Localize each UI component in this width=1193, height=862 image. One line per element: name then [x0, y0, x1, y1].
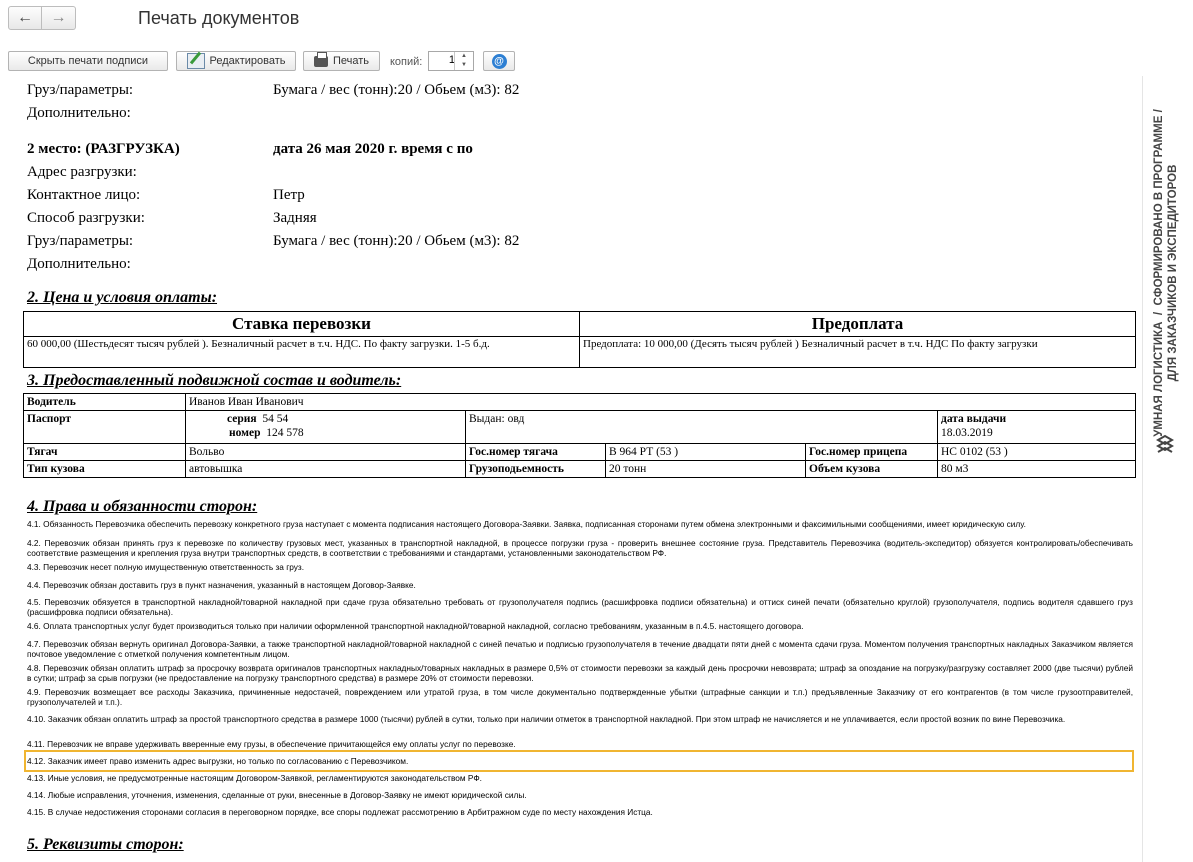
unload-address-row — [27, 164, 137, 181]
rate-header: Ставка перевозки — [24, 312, 580, 337]
passport-cell — [186, 411, 466, 444]
clause-4-12[interactable]: 4.12. Заказчик имеет право изменить адрес выгрузки, но только по согласованию с Перевозчиком. — [27, 756, 409, 766]
cargo-label: Груз/параметры: — [27, 82, 134, 98]
unload-method-row — [27, 210, 317, 227]
logo-icon — [1154, 434, 1176, 456]
unload-method-value: Задняя — [273, 210, 317, 226]
clause-4-6: 4.6. Оплата транспортных услуг будет производиться только при наличии оформленной транспортной накладной/товарной накладной, согласно требованиям, указанным в п.4.5. настоящего договора. — [27, 621, 804, 631]
clause-4-9: 4.9. Перевозчик возмещает все расходы Заказчика, причиненные недостачей, повреждением или утратой груза, в том числе документально подтвержденные убытки (штрафные санкции и т.п.) предъявленные Заказчику от его контрагентов (в том числе грузоотправителей, грузополучателей и т.п.). — [27, 687, 1133, 707]
cargo-value: Бумага / вес (тонн):20 / Обьем (м3): 82 — [273, 82, 520, 98]
cargo2-label: Груз/параметры: — [27, 233, 134, 249]
edit-icon — [187, 53, 205, 69]
printer-icon — [314, 56, 328, 67]
clause-4-4: 4.4. Перевозчик обязан доставить груз в пункт назначения, указанный в настоящем Договор-Заявке. — [27, 580, 416, 590]
section-3-title: 3. Предоставленный подвижной состав и водитель: — [27, 372, 402, 389]
driver-label: Водитель — [24, 394, 186, 411]
rate-text: 60 000,00 (Шестьдесят тысяч рублей ). Безналичный расчет в т.ч. НДС. По факту загрузки. 1-5 б.д. — [24, 337, 580, 368]
place2-date: дата 26 мая 2020 г. время с по — [273, 141, 473, 157]
prepay-header: Предоплата — [580, 312, 1136, 337]
clause-4-2: 4.2. Перевозчик обязан принять груз к перевозке по количеству грузовых мест, указанных в транспортной накладной, в процессе погрузки груза - проверить внешнее состояние груза. Представитель Перевозчика (водитель-экспедитор) обязуется контролировать/обеспечивать соответствие размещения и крепления груза внутри транспортных средств, в соответствии с требованиями и стандартами, установленными законодательством РФ. — [27, 538, 1133, 558]
copies-stepper[interactable]: ▲ ▼ — [454, 52, 473, 70]
number-label: номер — [229, 427, 261, 439]
clause-4-11: 4.11. Перевозчик не вправе удерживать вверенные ему грузы, в обеспечение причитающейся ему оплаты услуг по перевозке. — [27, 739, 516, 749]
forward-button[interactable] — [42, 6, 76, 30]
clause-4-15: 4.15. В случае недостижения сторонами согласия в переговорном порядке, все споры подлежат рассмотрению в Арбитражном суде по месту нахождения Истца. — [27, 807, 653, 817]
edit-button[interactable] — [176, 51, 296, 71]
edit-label: Редактировать — [209, 55, 286, 67]
series-value: 54 54 — [262, 413, 289, 425]
body-type-value: автовышка — [186, 461, 466, 478]
copies-input[interactable] — [428, 51, 474, 71]
number-value: 124 578 — [266, 427, 304, 439]
prepay-text: Предоплата: 10 000,00 (Десять тысяч рублей ) Безналичный расчет в т.ч. НДС По факту загрузки — [580, 337, 1136, 368]
body-volume-value: 80 м3 — [938, 461, 1136, 478]
cargo2-value: Бумага / вес (тонн):20 / Обьем (м3): 82 — [273, 233, 520, 249]
issue-date-label: дата выдачи — [941, 413, 1007, 425]
contact-value: Петр — [273, 187, 305, 203]
page-title: Печать документов — [138, 8, 300, 28]
extra2-label: Дополнительно: — [27, 256, 131, 272]
clause-4-3: 4.3. Перевозчик несет полную имущественную ответственность за груз. — [27, 562, 305, 572]
print-button[interactable] — [303, 51, 380, 71]
print-label: Печать — [332, 55, 370, 67]
send-email-button[interactable] — [483, 51, 515, 71]
copies-value: 1 — [448, 54, 455, 66]
watermark-text: УМНАЯ ЛОГИСТИКА / СФОРМИРОВАНО В ПРОГРАММЕ / ДЛЯ ЗАКАЗЧИКОВ И ЭКСПЕДИТОРОВ — [1153, 109, 1179, 437]
cargo-row — [27, 82, 520, 99]
tractor-plate-label: Гос.номер тягача — [466, 444, 606, 461]
clause-4-13: 4.13. Иные условия, не предусмотренные настоящим Договором-Заявкой, регламентируются законодательством РФ. — [27, 773, 482, 783]
extra-row — [27, 105, 131, 122]
vehicle-table — [23, 393, 1136, 478]
contact-label: Контактное лицо: — [27, 187, 141, 203]
passport-label: Паспорт — [24, 411, 186, 444]
watermark-brand: УМНАЯ ЛОГИСТИКА — [1153, 321, 1165, 437]
document[interactable] — [22, 78, 1140, 862]
clause-4-5: 4.5. Перевозчик обязуется в транспортной накладной/товарной накладной при сдаче груза обязательно требовать от грузополучателя подпись (расшифровка подписи обязательна) и оттиск синей печати (обязательно круглой) грузополучателя, подпись водителя сдавшего груз (расшифровка подписи обязательна). — [27, 597, 1133, 617]
rate-table — [23, 311, 1136, 368]
clause-4-8: 4.8. Перевозчик обязан оплатить штраф за просрочку возврата оригиналов транспортных накладных/товарных накладных в размере 0,5% от стоимости перевозки за каждый день просрочки невозврата; штраф за опоздание на погрузку/разгрузку составляет 2000 (две тысячи) рублей в сутки; штраф за срыв погрузки (не предоставление на погрузку транспортного средства) в размере 20% от стоимости перевозки. — [27, 663, 1133, 683]
watermark — [1146, 78, 1186, 473]
trailer-plate-value: НС 0102 (53 ) — [938, 444, 1136, 461]
unload-method-label: Способ разгрузки: — [27, 210, 145, 226]
driver-value: Иванов Иван Иванович — [186, 394, 1136, 411]
section-4-title: 4. Права и обязанности сторон: — [27, 498, 258, 515]
watermark-line1: СФОРМИРОВАНО В ПРОГРАММЕ — [1153, 115, 1165, 306]
series-label: серия — [227, 413, 257, 425]
divider — [1142, 76, 1143, 862]
hide-signatures-button[interactable] — [8, 51, 168, 71]
contact-row — [27, 187, 305, 204]
capacity-value: 20 тонн — [606, 461, 806, 478]
tractor-plate-value: В 964 РТ (53 ) — [606, 444, 806, 461]
extra-label: Дополнительно: — [27, 105, 131, 121]
watermark-line2: ДЛЯ ЗАКАЗЧИКОВ И ЭКСПЕДИТОРОВ — [1167, 164, 1179, 382]
section-2-title: 2. Цена и условия оплаты: — [27, 289, 218, 306]
arrow-right-icon: → — [50, 9, 67, 26]
clause-4-1: 4.1. Обязанность Перевозчика обеспечить перевозку конкретного груза наступает с момента подписания настоящего Договора-Заявки. Заявка, подписанная сторонами путем обмена электронными и факсимильными сообщениями, имеет юридическую силу. — [27, 519, 1026, 529]
back-button[interactable] — [8, 6, 42, 30]
trailer-plate-label: Гос.номер прицепа — [806, 444, 938, 461]
tractor-label: Тягач — [24, 444, 186, 461]
clause-4-14: 4.14. Любые исправления, уточнения, изменения, сделанные от руки, внесенные в Договор-Заявку не имеют юридической силы. — [27, 790, 527, 800]
issued-by: Выдан: овд — [466, 411, 938, 444]
arrow-left-icon: ← — [17, 9, 33, 26]
email-icon: @ — [492, 54, 507, 69]
place2-title: 2 место: (РАЗГРУЗКА) — [27, 141, 180, 157]
body-volume-label: Объем кузова — [806, 461, 938, 478]
copies-label: копий: — [390, 56, 423, 68]
window-header — [0, 0, 1193, 46]
capacity-label: Грузоподьемность — [466, 461, 606, 478]
tractor-value: Вольво — [186, 444, 466, 461]
hide-signatures-label: Скрыть печати подписи — [27, 55, 149, 67]
body-type-label: Тип кузова — [24, 461, 186, 478]
extra2-row — [27, 256, 131, 273]
toolbar — [0, 48, 1193, 74]
issue-date-value: 18.03.2019 — [941, 427, 993, 439]
unload-address-label: Адрес разгрузки: — [27, 164, 137, 180]
section-5-title: 5. Реквизиты сторон: — [27, 836, 184, 853]
place2-header — [27, 141, 473, 158]
issue-date-cell — [938, 411, 1136, 444]
clause-4-7: 4.7. Перевозчик обязан вернуть оригинал Договора-Заявки, а также транспортной накладной/товарной накладной с синей печатью и подписью грузополучателя в течение двадцати пяти дней с момента сдачи груза. Моментом получения транспортных накладных Заказчиком является почтовое уведомление с отметкой получения компетентным лицом. — [27, 639, 1133, 659]
clause-4-10: 4.10. Заказчик обязан оплатить штраф за простой транспортного средства в размере 1000 (тысячи) рублей в сутки, только при наличии отметок в транспортной накладной. При этом штраф не начисляется и не уплачивается, если простой возник по вине Перевозчика. — [27, 714, 1066, 724]
cargo2-row — [27, 233, 520, 250]
